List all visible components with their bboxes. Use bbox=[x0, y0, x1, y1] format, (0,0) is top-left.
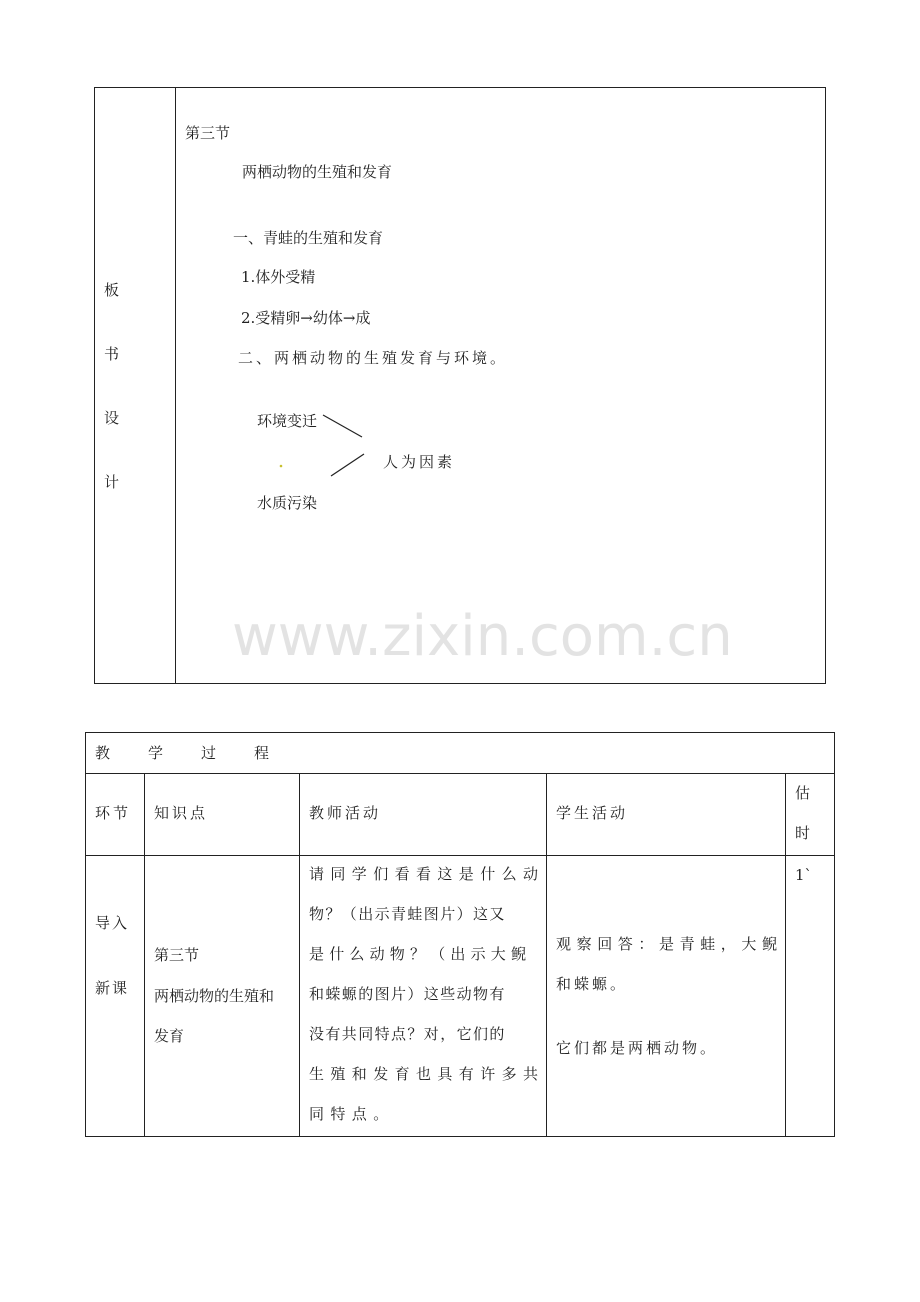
board-section: 第三节 bbox=[185, 124, 231, 142]
teacher-line-2: 物？（出示青蛙图片）这又 bbox=[309, 905, 506, 923]
teacher-line-7: 同特点。 bbox=[309, 1105, 395, 1123]
watermark: www.zixin.com.cn bbox=[232, 604, 733, 669]
board-side-label-2: 书 bbox=[104, 345, 120, 363]
teacher-line-1: 请同学们看看这是什么动 bbox=[309, 865, 545, 883]
student-line-1: 观察回答：是青蛙，大鲵 bbox=[556, 935, 783, 953]
stage-line-2: 新课 bbox=[95, 979, 130, 997]
header-teacher: 教师活动 bbox=[309, 804, 382, 822]
process-col-divider-1 bbox=[144, 773, 145, 1137]
knowledge-line-2: 两栖动物的生殖和 bbox=[154, 987, 275, 1005]
teacher-line-3: 是什么动物？（出示大鲵 bbox=[309, 945, 532, 963]
board-heading-1: 一、青蛙的生殖和发育 bbox=[233, 229, 384, 247]
knowledge-line-1: 第三节 bbox=[154, 946, 200, 964]
diagram-left-top: 环境变迁 bbox=[257, 412, 318, 430]
knowledge-line-3: 发育 bbox=[154, 1027, 185, 1045]
time-value: 1` bbox=[795, 866, 813, 884]
process-header-divider bbox=[85, 855, 835, 856]
diagram-left-bottom: 水质污染 bbox=[257, 494, 318, 512]
board-heading-2: 二、两栖动物的生殖发育与环境。 bbox=[238, 349, 509, 367]
board-side-label-1: 板 bbox=[104, 281, 120, 299]
teacher-line-6: 生殖和发育也具有许多共 bbox=[309, 1065, 545, 1083]
process-title-char-1: 教 bbox=[95, 744, 111, 762]
header-knowledge: 知识点 bbox=[154, 804, 209, 822]
teacher-line-5: 没有共同特点？对，它们的 bbox=[309, 1025, 506, 1043]
board-design-divider bbox=[175, 87, 176, 684]
process-title-char-3: 过 bbox=[201, 744, 217, 762]
board-side-label-4: 计 bbox=[104, 473, 120, 491]
board-side-label-3: 设 bbox=[104, 409, 120, 427]
board-title: 两栖动物的生殖和发育 bbox=[242, 163, 393, 181]
process-col-divider-3 bbox=[546, 773, 547, 1137]
header-stage: 环节 bbox=[95, 804, 132, 822]
process-col-divider-4 bbox=[785, 773, 786, 1137]
header-time-2: 时 bbox=[795, 824, 811, 842]
process-title-char-4: 程 bbox=[254, 744, 270, 762]
header-time-1: 估 bbox=[795, 784, 811, 802]
student-extra: 它们都是两栖动物。 bbox=[556, 1039, 719, 1057]
header-student: 学生活动 bbox=[556, 804, 629, 822]
process-col-divider-2 bbox=[299, 773, 300, 1137]
diagram-right: 人为因素 bbox=[383, 453, 456, 471]
board-design-table bbox=[94, 87, 826, 684]
teacher-line-4: 和蝾螈的图片）这些动物有 bbox=[309, 985, 506, 1003]
stage-line-1: 导入 bbox=[95, 914, 130, 932]
process-title-divider bbox=[85, 773, 835, 774]
board-item-1: 1.体外受精 bbox=[241, 268, 316, 286]
process-title-char-2: 学 bbox=[148, 744, 164, 762]
board-item-2: 2.受精卵→幼体→成 bbox=[241, 309, 371, 327]
student-line-2: 和蝾螈。 bbox=[556, 975, 629, 993]
